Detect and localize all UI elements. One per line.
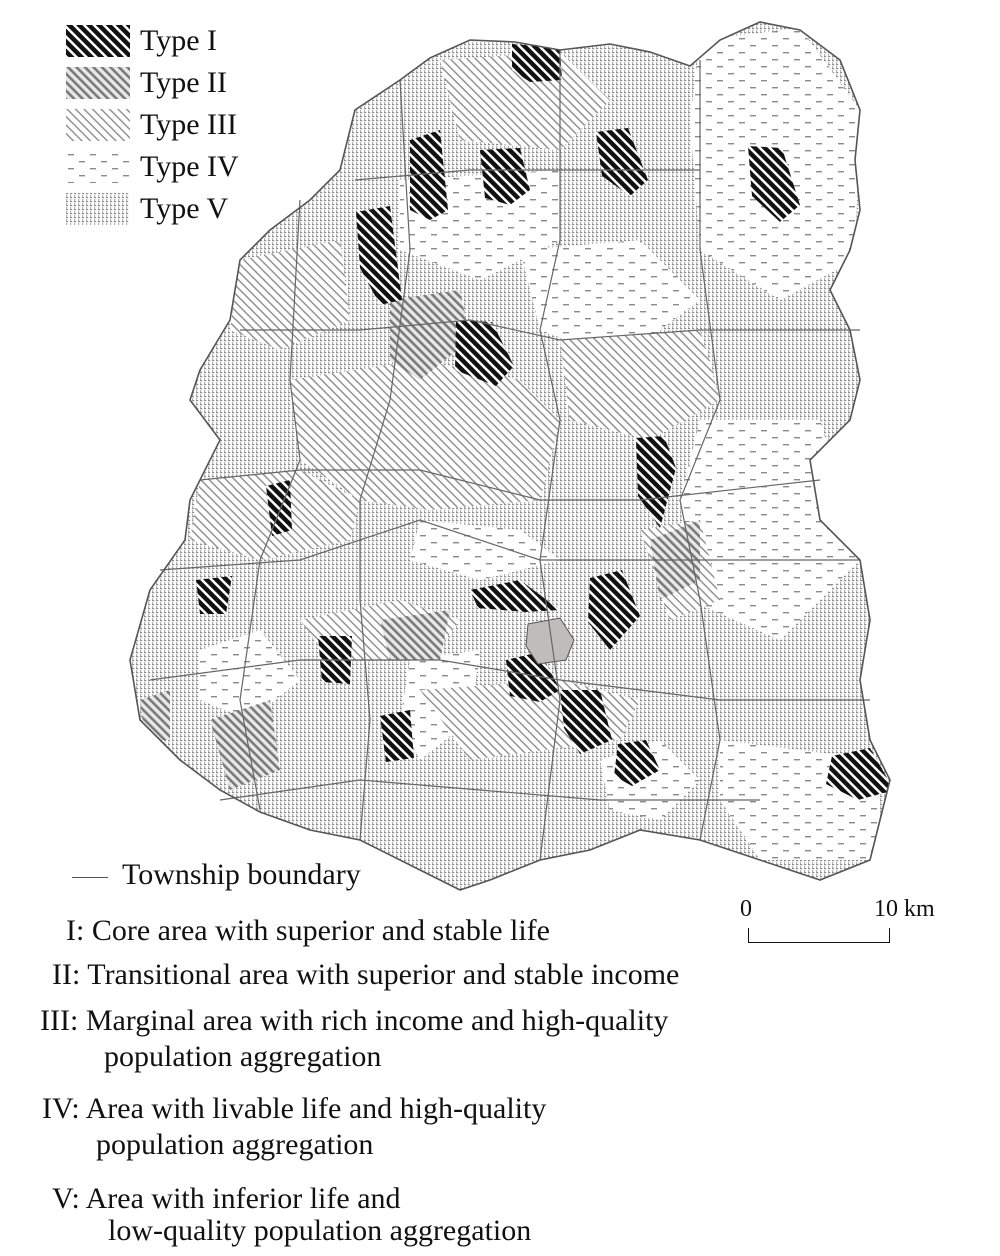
- legend-swatch-type-iv: [66, 151, 130, 183]
- region-type-i: [196, 576, 232, 614]
- description-code: II:: [52, 958, 81, 991]
- description-text: population aggregation: [104, 1040, 382, 1073]
- legend-swatch-type-i: [66, 25, 130, 57]
- description-type-ii: [52, 958, 679, 992]
- description-code: I:: [66, 914, 85, 947]
- description-text: low-quality population aggregation: [108, 1214, 532, 1247]
- description-text: Marginal area with rich income and high-quality: [85, 1004, 669, 1037]
- boundary-label: Township boundary: [122, 858, 361, 891]
- legend-swatch-type-v: [66, 193, 130, 225]
- description-type-v: [52, 1182, 401, 1216]
- scale-end-label: 10 km: [874, 896, 935, 922]
- description-type-iii: [40, 1004, 668, 1038]
- description-text: Area with inferior life and: [85, 1182, 401, 1215]
- boundary-key: [72, 858, 361, 892]
- description-text: Transitional area with superior and stable income: [87, 958, 680, 991]
- legend-item-type-v: [66, 188, 239, 230]
- description-code: IV:: [42, 1092, 80, 1125]
- legend-item-type-i: [66, 20, 239, 62]
- description-text: Area with livable life and high-quality: [85, 1092, 547, 1125]
- legend-item-type-iv: [66, 146, 239, 188]
- legend-item-type-ii: [66, 62, 239, 104]
- legend-label: Type I: [140, 24, 218, 57]
- description-type-iv: [42, 1092, 546, 1126]
- description-type-v-cont: [108, 1214, 531, 1248]
- legend-label: Type IV: [140, 150, 239, 183]
- description-type-iv-cont: [96, 1128, 373, 1162]
- description-type-iii-cont: [104, 1040, 381, 1074]
- scale-bar-line: [748, 928, 890, 943]
- description-code: III:: [40, 1004, 79, 1037]
- legend-swatch-type-iii: [66, 109, 130, 141]
- legend-label: Type V: [140, 192, 229, 225]
- scale-bar: [740, 896, 940, 956]
- boundary-line-symbol: [72, 877, 108, 878]
- scale-start-label: 0: [740, 896, 752, 922]
- region-type-i: [380, 710, 414, 762]
- legend-swatch-type-ii: [66, 67, 130, 99]
- description-text: population aggregation: [96, 1128, 374, 1161]
- description-type-i: [66, 914, 550, 948]
- description-code: V:: [52, 1182, 80, 1215]
- legend-label: Type II: [140, 66, 228, 99]
- legend-label: Type III: [140, 108, 238, 141]
- legend-item-type-iii: [66, 104, 239, 146]
- description-text: Core area with superior and stable life: [91, 914, 550, 947]
- legend: [66, 20, 239, 230]
